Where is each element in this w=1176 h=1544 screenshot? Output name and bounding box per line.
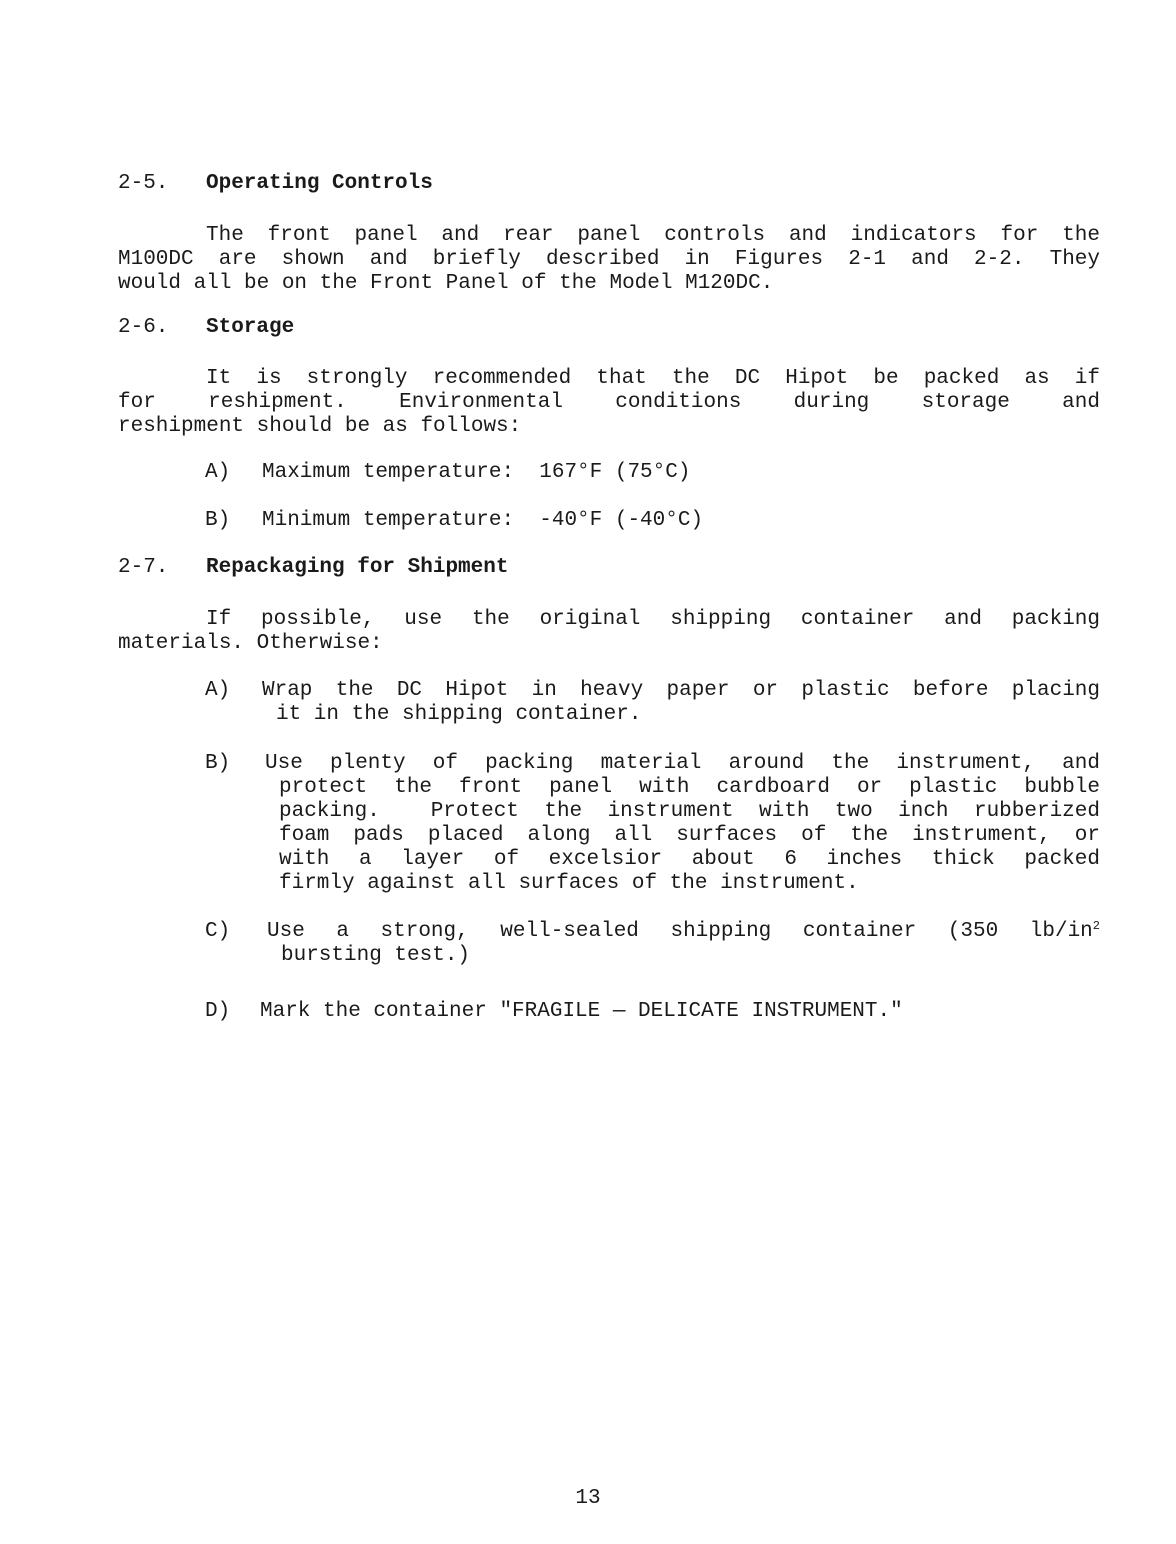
section-title: Repackaging for Shipment — [206, 556, 509, 579]
paragraph-line: would all be on the Front Panel of the Model M120DC. — [118, 272, 774, 295]
section-title: Storage — [206, 316, 295, 339]
list-item-line: bursting test.) — [281, 944, 471, 967]
list-item-label: A) — [205, 461, 231, 484]
paragraph-line: reshipment should be as follows: — [118, 415, 522, 438]
paragraph-line: for reshipment. Environmental conditions during storage and — [118, 391, 1100, 414]
list-item-label: A) — [205, 679, 231, 702]
list-item-text: Minimum temperature: -40°F (-40°C) — [262, 509, 704, 532]
list-item-line: it in the shipping container. — [276, 703, 642, 726]
list-item-line: firmly against all surfaces of the instrument. — [279, 872, 859, 895]
page-number: 13 — [575, 1487, 601, 1510]
section-paragraph — [118, 224, 1100, 296]
list-item-line-text: Use a strong, well-sealed shipping container (350 lb/in — [267, 920, 1093, 943]
list-item-label: C) — [205, 920, 231, 943]
list-item-label: D) — [205, 1000, 231, 1023]
list-item-text — [262, 679, 1100, 727]
list-item-text: Maximum temperature: 167°F (75°C) — [262, 461, 691, 484]
list-item-text: Mark the container "FRAGILE — DELICATE INSTRUMENT." — [260, 1000, 903, 1023]
list-item-line: protect the front panel with cardboard or plastic bubble — [279, 776, 1100, 799]
paragraph-line: The front panel and rear panel controls and indicators for the — [206, 224, 1100, 247]
list-item-line: with a layer of excelsior about 6 inches thick packed — [279, 848, 1100, 871]
section-number: 2-7. — [118, 556, 169, 579]
section-paragraph — [118, 608, 1100, 656]
paragraph-line: M100DC are shown and briefly described in Figures 2-1 and 2-2. They — [118, 248, 1100, 271]
section-title: Operating Controls — [206, 172, 433, 195]
superscript: 2 — [1092, 919, 1100, 933]
paragraph-line: It is strongly recommended that the DC Hipot be packed as if — [206, 367, 1100, 390]
section-number: 2-5. — [118, 172, 169, 195]
list-item-label: B) — [205, 752, 231, 775]
list-item-line: foam pads placed along all surfaces of the instrument, or — [279, 824, 1100, 847]
paragraph-line: If possible, use the original shipping container and packing — [206, 608, 1100, 631]
list-item-line: Wrap the DC Hipot in heavy paper or plastic before placing — [262, 679, 1100, 702]
section-number: 2-6. — [118, 316, 169, 339]
list-item-line: Use plenty of packing material around the instrument, and — [265, 752, 1100, 775]
list-item-line — [267, 920, 1100, 944]
list-item-label: B) — [205, 509, 231, 532]
list-item-line: packing. Protect the instrument with two inch rubberized — [279, 800, 1100, 823]
list-item-text — [267, 920, 1100, 968]
section-paragraph — [118, 367, 1100, 439]
paragraph-line: materials. Otherwise: — [118, 632, 383, 655]
list-item-text — [265, 752, 1100, 896]
